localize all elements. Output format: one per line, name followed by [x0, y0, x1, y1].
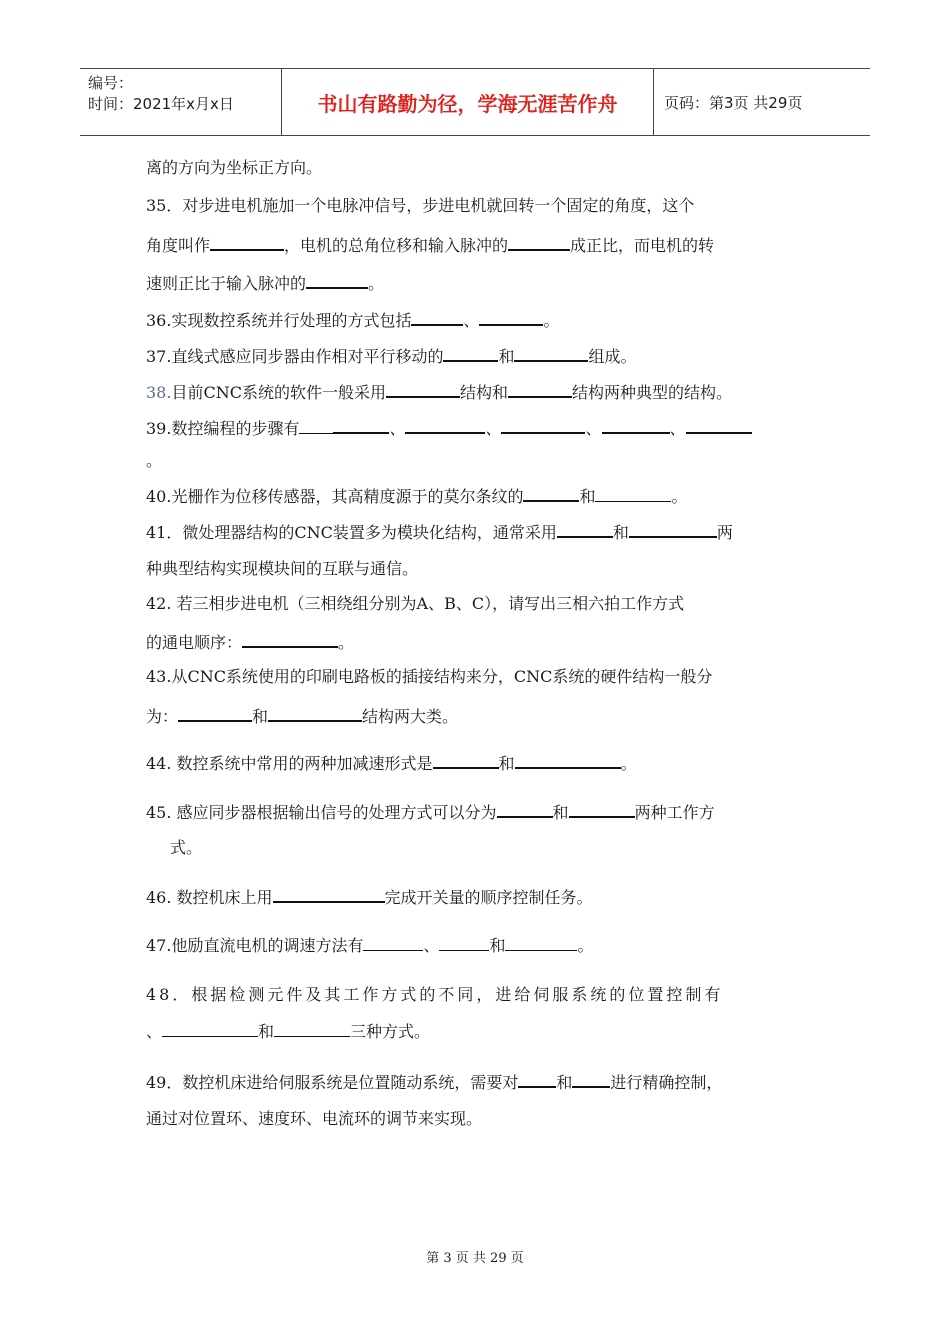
answer-blank[interactable]	[162, 1020, 258, 1037]
answer-blank[interactable]	[508, 380, 572, 398]
answer-blank[interactable]	[686, 416, 752, 434]
answer-blank[interactable]	[210, 233, 284, 251]
answer-blank[interactable]	[629, 520, 717, 538]
answer-blank[interactable]	[595, 485, 671, 502]
question-43-line2: 为： 和 结构两大类。	[146, 704, 458, 728]
question-35-line3: 速则正比于输入脉冲的 。	[146, 271, 384, 295]
question-48: 48．根据检测元件及其工作方式的不同，进给伺服系统的位置控制有	[146, 985, 724, 1004]
answer-blank[interactable]	[572, 1070, 610, 1088]
page-footer: 第 3 页 共 29 页	[426, 1251, 524, 1266]
answer-blank[interactable]	[557, 520, 613, 538]
answer-blank[interactable]	[273, 885, 385, 903]
document-header	[80, 68, 870, 136]
answer-blank[interactable]	[479, 308, 543, 326]
question-35-line2: 角度叫作 ，电机的总角位移和输入脉冲的 成正比，而电机的转	[146, 233, 714, 257]
question-39: 39.数控编程的步骤有 、 、 、 、	[146, 416, 752, 440]
answer-blank[interactable]	[299, 417, 333, 434]
header-page-number: 页码：第3页 共29页	[664, 93, 803, 112]
answer-blank[interactable]	[274, 1020, 350, 1037]
answer-blank[interactable]	[363, 934, 423, 951]
text-line: 离的方向为坐标正方向。	[146, 158, 323, 177]
header-meta	[80, 69, 281, 135]
question-45-line2: 式。	[170, 838, 203, 857]
answer-blank[interactable]	[333, 416, 389, 434]
answer-blank[interactable]	[518, 1070, 556, 1088]
answer-blank[interactable]	[433, 751, 499, 769]
answer-blank[interactable]	[405, 416, 485, 434]
question-45: 45. 感应同步器根据输出信号的处理方式可以分为 和 两种工作方	[146, 800, 715, 824]
header-motto: 书山有路勤为径，学海无涯苦作舟	[281, 69, 654, 135]
question-49: 49．数控机床进给伺服系统是位置随动系统，需要对 和 进行精确控制，	[146, 1070, 722, 1094]
question-39-line2: 。	[146, 451, 163, 470]
answer-blank[interactable]	[439, 934, 489, 951]
question-35: 35．对步进电机施加一个电脉冲信号，步进电机就回转一个固定的角度，这个	[146, 196, 695, 215]
answer-blank[interactable]	[386, 380, 460, 398]
answer-blank[interactable]	[443, 344, 498, 362]
question-49-line2: 通过对位置环、速度环、电流环的调节来实现。	[146, 1109, 483, 1128]
question-42: 42. 若三相步进电机（三相绕组分别为A、B、C），请写出三相六拍工作方式	[146, 594, 685, 613]
question-38: 38.目前CNC系统的软件一般采用 结构和 结构两种典型的结构。	[146, 380, 732, 404]
question-47: 47.他励直流电机的调速方法有 、 和 。	[146, 936, 594, 955]
answer-blank[interactable]	[569, 800, 635, 818]
question-44: 44. 数控系统中常用的两种加减速形式是 和 。	[146, 751, 637, 775]
date-label: 时间：2021年x月x日	[88, 95, 234, 113]
answer-blank[interactable]	[411, 308, 463, 326]
answer-blank[interactable]	[242, 630, 338, 648]
question-48-line2: 、 和 三种方式。	[146, 1022, 431, 1041]
question-41: 41．微处理器结构的CNC装置多为模块化结构，通常采用 和 两	[146, 520, 733, 544]
answer-blank[interactable]	[501, 416, 585, 434]
answer-blank[interactable]	[505, 934, 577, 951]
answer-blank[interactable]	[602, 416, 670, 434]
question-41-line2: 种典型结构实现模块间的互联与通信。	[146, 559, 419, 578]
question-37: 37.直线式感应同步器由作相对平行移动的 和 组成。	[146, 344, 636, 368]
question-46: 46. 数控机床上用 完成开关量的顺序控制任务。	[146, 885, 593, 909]
answer-blank[interactable]	[523, 484, 579, 502]
question-40: 40.光栅作为位移传感器，其高精度源于的莫尔条纹的 和 。	[146, 484, 687, 508]
serial-number-label: 编号：	[88, 74, 134, 92]
answer-blank[interactable]	[268, 704, 362, 722]
question-36: 36.实现数控系统并行处理的方式包括 、 。	[146, 308, 559, 332]
answer-blank[interactable]	[514, 344, 588, 362]
answer-blank[interactable]	[497, 800, 553, 818]
question-42-line2: 的通电顺序： 。	[146, 630, 354, 654]
question-43: 43.从CNC系统使用的印刷电路板的插接结构来分，CNC系统的硬件结构一般分	[146, 667, 713, 686]
answer-blank[interactable]	[178, 704, 252, 722]
answer-blank[interactable]	[515, 751, 621, 769]
answer-blank[interactable]	[306, 271, 368, 289]
answer-blank[interactable]	[508, 233, 570, 251]
